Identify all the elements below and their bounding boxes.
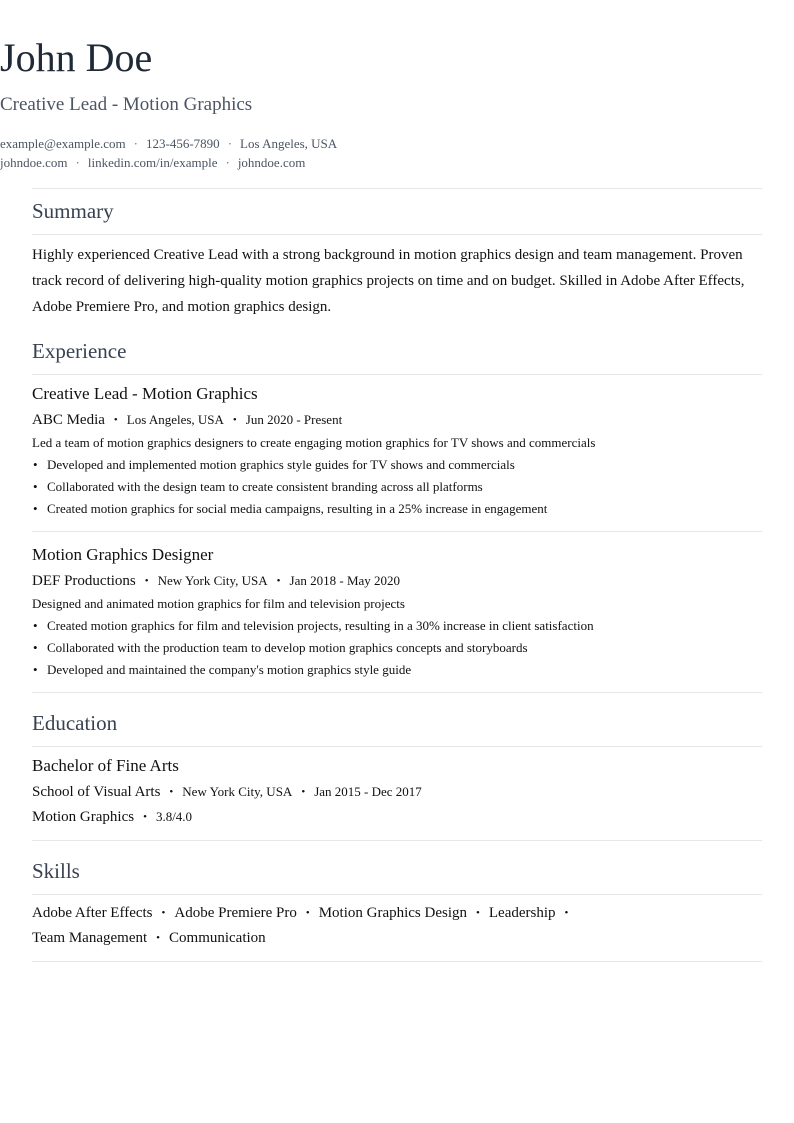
skill-item: Adobe Premiere Pro [174,905,297,921]
education-heading: Education [32,711,118,735]
skill-item: Communication [169,930,266,946]
skill-item: Leadership [488,905,556,921]
summary-heading: Summary [32,199,114,223]
divider [32,840,762,841]
job-location: New York City, USA [157,573,268,588]
list-item: • Collaborated with the production team to develop motion graphics concepts and storyboards [32,637,752,659]
phone-number: 123-456-7890 [146,136,220,151]
linkedin-link[interactable]: linkedin.com/in/example [87,155,218,170]
location: Los Angeles, USA [240,136,338,151]
job-meta: DEF Productions • New York City, USA • Jan 2018 - May 2020 [32,573,401,589]
list-item: • Developed and maintained the company's motion graphics style guide [32,659,752,681]
school-dates: Jan 2015 - Dec 2017 [314,784,422,799]
divider [32,894,762,895]
job-title: Motion Graphics Designer [32,545,214,564]
job-bullets [32,454,752,520]
field-of-study: Motion Graphics [32,809,135,825]
job-location: Los Angeles, USA [126,412,224,427]
job-bullets [32,615,752,681]
list-item: • Created motion graphics for film and television projects, resulting in a 30% increase in client satisfaction [32,615,752,637]
email-link[interactable]: example@example.com [0,136,126,151]
divider [32,234,762,235]
job-title: Creative Lead - Motion Graphics [32,384,258,403]
divider [32,746,762,747]
contact-line-1: example@example.com · 123-456-7890 · Los Angeles, USA [0,136,338,151]
divider [32,188,762,189]
skill-item: Adobe After Effects [32,905,153,921]
divider [32,692,762,693]
divider [32,374,762,375]
job-description: Led a team of motion graphics designers to create engaging motion graphics for TV shows and commercials [32,435,596,450]
candidate-name: John Doe [0,35,153,80]
job-dates: Jan 2018 - May 2020 [289,573,401,588]
divider [32,961,762,962]
experience-heading: Experience [32,339,127,363]
company-name: DEF Productions [32,573,136,589]
field-meta: Motion Graphics • 3.8/4.0 [32,809,193,825]
skill-item: Team Management [32,930,148,946]
degree-title: Bachelor of Fine Arts [32,756,179,775]
portfolio-link[interactable]: johndoe.com [237,155,306,170]
website-link[interactable]: johndoe.com [0,155,68,170]
summary-text: Highly experienced Creative Lead with a strong background in motion graphics design and team management. Proven track record of delivering high-quality motion graphics projects on time and on budget. Skilled in Adobe After Effects, Adobe Premiere Pro, and motion graphics design. [32,247,745,315]
skills-heading: Skills [32,859,80,883]
school-location: New York City, USA [182,784,293,799]
divider [32,531,762,532]
job-description: Designed and animated motion graphics for film and television projects [32,596,405,611]
school-meta: School of Visual Arts • New York City, USA • Jan 2015 - Dec 2017 [32,784,422,800]
gpa: 3.8/4.0 [155,809,193,824]
school-name: School of Visual Arts [32,784,161,800]
skills-list: Adobe After Effects • Adobe Premiere Pro • Motion Graphics Design • Leadership • Team Management • Communication [32,905,569,946]
skill-item: Motion Graphics Design [318,905,468,921]
job-meta: ABC Media • Los Angeles, USA • Jun 2020 - Present [32,412,343,428]
contact-line-2: johndoe.com · linkedin.com/in/example · johndoe.com [0,155,306,170]
job-dates: Jun 2020 - Present [245,412,343,427]
list-item: • Developed and implemented motion graphics style guides for TV shows and commercials [32,454,752,476]
list-item: • Created motion graphics for social media campaigns, resulting in a 25% increase in engagement [32,498,752,520]
list-item: • Collaborated with the design team to create consistent branding across all platforms [32,476,752,498]
company-name: ABC Media [32,412,105,428]
candidate-title: Creative Lead - Motion Graphics [0,94,253,115]
